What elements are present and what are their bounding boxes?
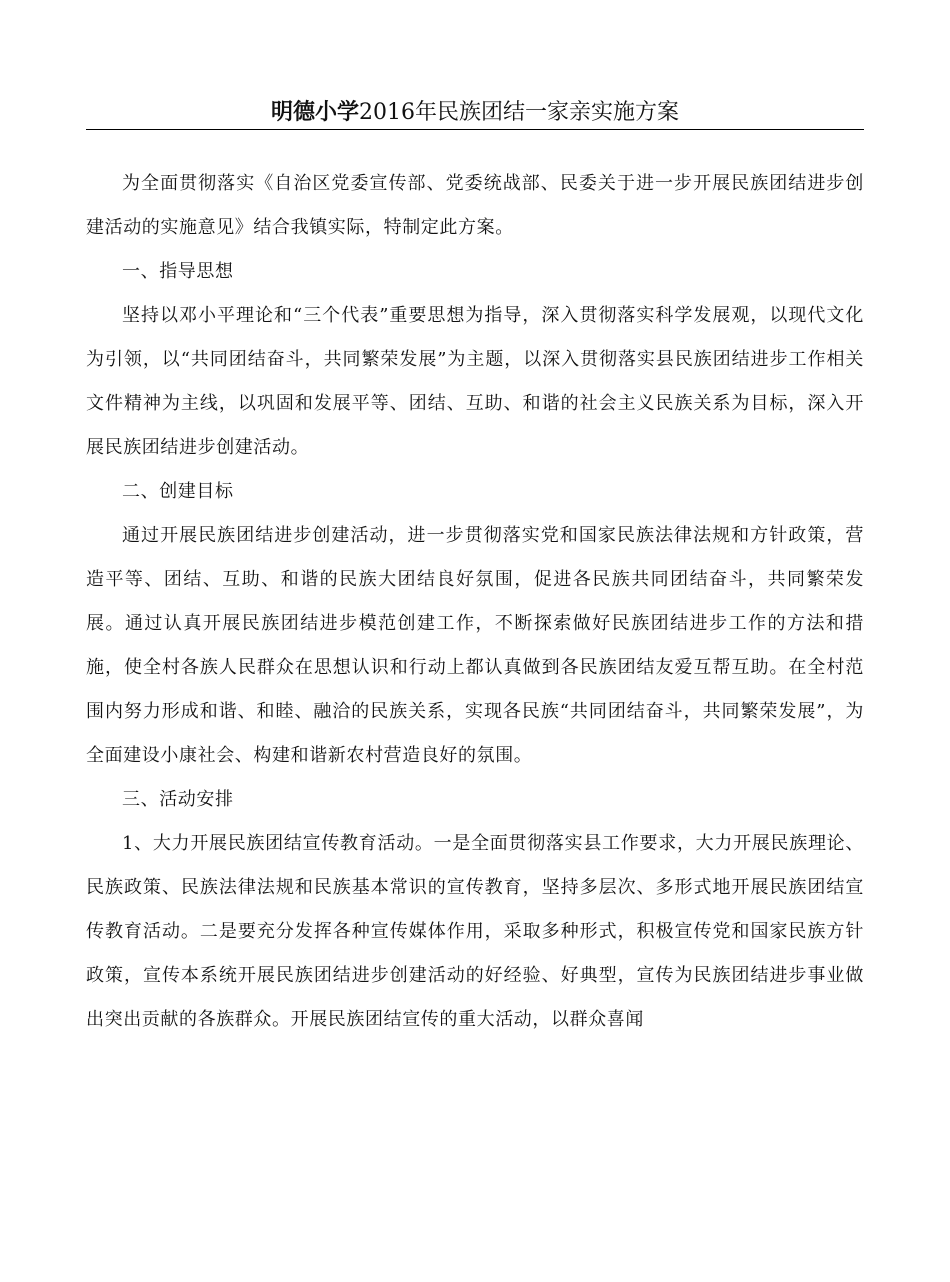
section-heading-guiding-ideology: 一、指导思想 — [122, 261, 234, 282]
section-heading-goals: 二、创建目标 — [122, 481, 234, 502]
document-title — [86, 96, 864, 130]
section-heading-activities: 三、活动安排 — [122, 789, 234, 810]
document-title-text: 2016年民族团结一家亲实施方案 — [359, 100, 679, 125]
title-underline — [86, 129, 864, 130]
guiding-ideology-paragraph: 坚持以邓小平理论和“三个代表”重要思想为指导，深入贯彻落实科学发展观，以现代文化为引领，以“共同团结奋斗，共同繁荣发展”为主题，以深入贯彻落实县民族团结进步工作相关文件精神为主线，以巩固和发展平等、团结、互助、和谐的社会主义民族关系为目标，深入开展民族团结进步创建活动。 — [86, 305, 864, 458]
activity-item-1-paragraph: 1、大力开展民族团结宣传教育活动。一是全面贯彻落实县工作要求，大力开展民族理论、民族政策、民族法律法规和民族基本常识的宣传教育，坚持多层次、多形式地开展民族团结宣传教育活动。二是要充分发挥各种宣传媒体作用，采取多种形式，积极宣传党和国家民族方针政策，宣传本系统开展民族团结进步创建活动的好经验、好典型，宣传为民族团结进步事业做出突出贡献的各族群众。开展民族团结宣传的重大活动，以群众喜闻 — [86, 833, 864, 1030]
document-title-school: 明德小学 — [270, 100, 359, 125]
intro-paragraph: 为全面贯彻落实《自治区党委宣传部、党委统战部、民委关于进一步开展民族团结进步创建活动的实施意见》结合我镇实际，特制定此方案。 — [86, 173, 864, 238]
goals-paragraph: 通过开展民族团结进步创建活动，进一步贯彻落实党和国家民族法律法规和方针政策，营造平等、团结、互助、和谐的民族大团结良好氛围，促进各民族共同团结奋斗，共同繁荣发展。通过认真开展民族团结进步模范创建工作，不断探索做好民族团结进步工作的方法和措施，使全村各族人民群众在思想认识和行动上都认真做到各民族团结友爱互帮互助。在全村范围内努力形成和谐、和睦、融洽的民族关系，实现各民族“共同团结奋斗，共同繁荣发展”，为全面建设小康社会、构建和谐新农村营造良好的氛围。 — [86, 525, 864, 766]
document-body — [86, 162, 864, 1042]
